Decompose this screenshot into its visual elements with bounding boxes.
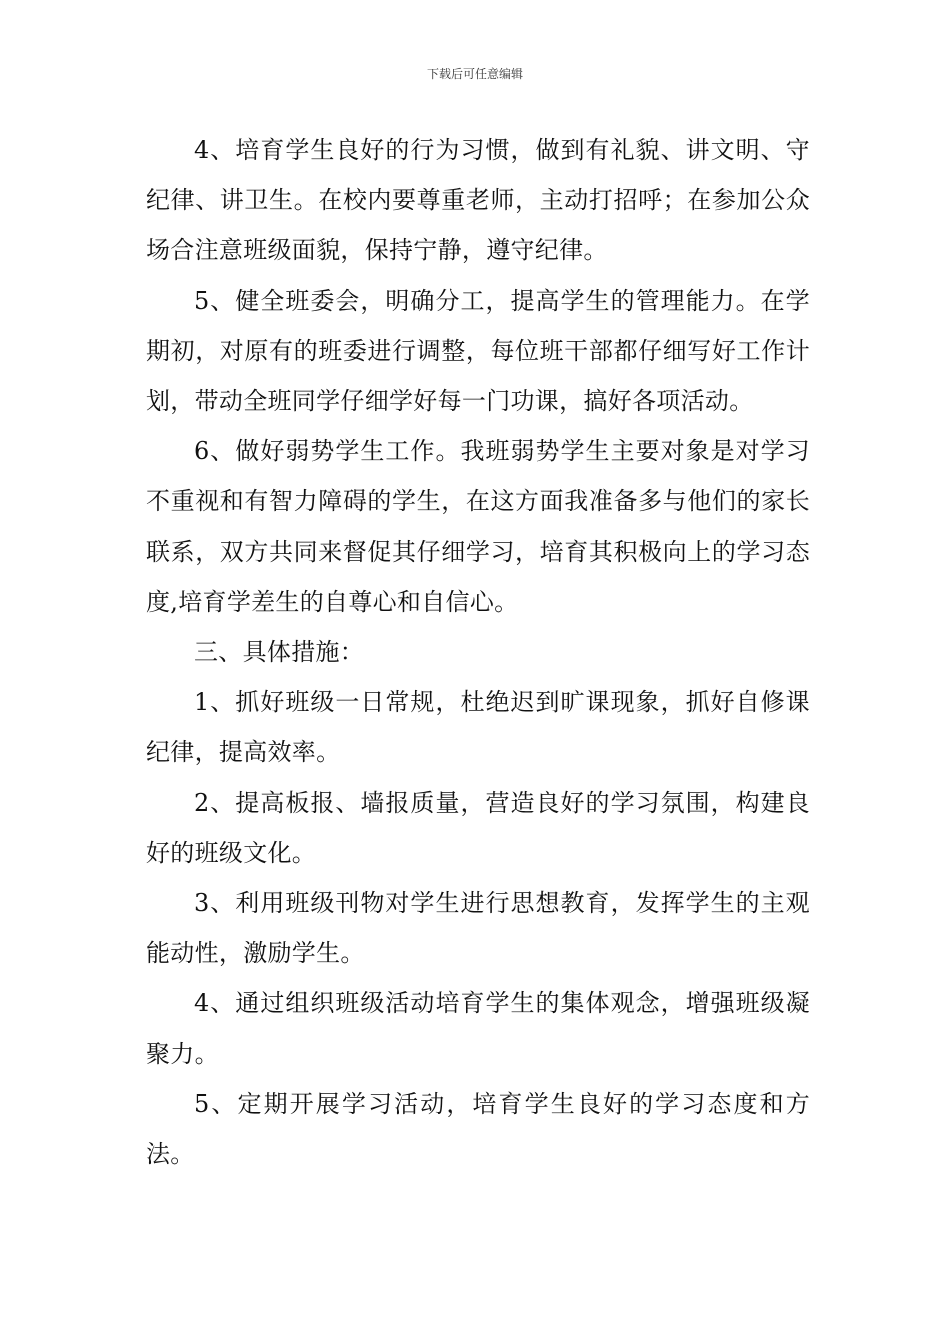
paragraph-behavior-habits: 4、培育学生良好的行为习惯，做到有礼貌、讲文明、守纪律、讲卫生。在校内要尊重老师，主动打招呼；在参加公众场合注意班级面貌，保持宁静，遵守纪律。 <box>146 136 810 265</box>
paragraph-measure-3: 3、利用班级刊物对学生进行思想教育，发挥学生的主观能动性，激励学生。 <box>146 889 810 968</box>
paragraph-weak-students: 6、做好弱势学生工作。我班弱势学生主要对象是对学习不重视和有智力障碍的学生，在这方面我准备多与他们的家长联系，双方共同来督促其仔细学习，培育其积极向上的学习态度,培育学差生的自尊心和自信心。 <box>146 437 810 616</box>
section-heading-measures: 三、具体措施： <box>194 638 365 667</box>
paragraph-class-committee: 5、健全班委会，明确分工，提高学生的管理能力。在学期初，对原有的班委进行调整，每位班干部都仔细写好工作计划，带动全班同学仔细学好每一门功课，搞好各项活动。 <box>146 286 810 416</box>
paragraph-measure-4: 4、通过组织班级活动培育学生的集体观念，增强班级凝聚力。 <box>146 989 810 1068</box>
paragraph-measure-5: 5、定期开展学习活动，培育学生良好的学习态度和方法。 <box>146 1089 810 1169</box>
document-body <box>146 125 810 1179</box>
paragraph-measure-1: 1、抓好班级一日常规，杜绝迟到旷课现象，抓好自修课纪律，提高效率。 <box>146 688 810 767</box>
page-header-note: 下载后可任意编辑 <box>426 67 523 81</box>
paragraph-measure-2: 2、提高板报、墙报质量，营造良好的学习氛围，构建良好的班级文化。 <box>146 788 810 867</box>
